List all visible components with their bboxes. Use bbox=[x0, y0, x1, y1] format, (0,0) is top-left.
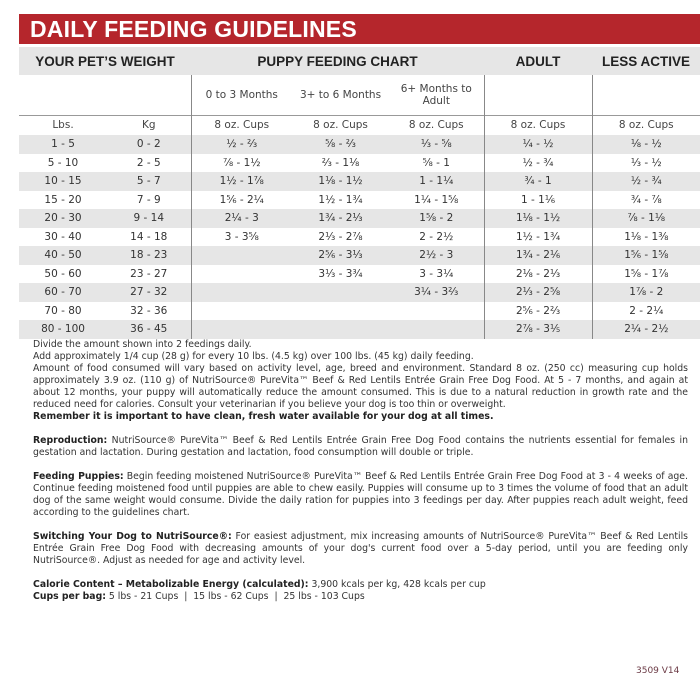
cell-p1: ½ - ⅔ bbox=[191, 135, 292, 154]
cell-lbs: 5 - 10 bbox=[47, 156, 79, 169]
cell-less: 2¼ - 2½ bbox=[592, 320, 700, 339]
page-title: DAILY FEEDING GUIDELINES bbox=[19, 14, 700, 44]
table-row bbox=[19, 135, 700, 154]
unit-kg: Kg bbox=[107, 115, 191, 135]
cell-adult: 2⅚ - 2⅔ bbox=[484, 302, 592, 321]
cell-lbs: 50 - 60 bbox=[44, 267, 82, 280]
cell-kg: 14 - 18 bbox=[130, 230, 168, 243]
cell-kg: 0 - 2 bbox=[107, 135, 191, 154]
cell-less: ⅛ - ½ bbox=[592, 135, 700, 154]
note-water: Remember it is important to have clean, fresh water available for your dog at all times. bbox=[33, 411, 494, 422]
table-row bbox=[19, 283, 700, 302]
cell-p3 bbox=[389, 302, 484, 321]
cell-p1: 3 - 3⅝ bbox=[191, 228, 292, 247]
cell-lbs: 80 - 100 bbox=[19, 320, 107, 339]
note-amount: Amount of food consumed will vary based on activity level, age, breed and environment. Standard 8 oz. (250 cc) measuring cup holds approximately 3.9 oz. (110 g) of NutriSource® PureVita™ Beef & Red Lentils Entrée Grain Free Dog Food. At 5 - 7 months, and again at about 12 months, your puppy will automatically reduce the amount consumed. This is due to a natural reduction in growth rate and the reduced need for calories. Consult your veterinarian if you believe your dog is too thin or overweight. bbox=[33, 363, 688, 410]
cell-adult: 1½ - 1¾ bbox=[484, 228, 592, 247]
cell-p3: ⅓ - ⅝ bbox=[389, 135, 484, 154]
cell-less: ½ - ¾ bbox=[592, 172, 700, 191]
cell-less: 2 - 2¼ bbox=[592, 302, 700, 321]
subheader-3-6-months: 3+ to 6 Months bbox=[299, 88, 382, 101]
cell-kg: 23 - 27 bbox=[130, 267, 168, 280]
cell-lbs: 70 - 80 bbox=[44, 304, 82, 317]
cell-adult: 2⅞ - 3⅕ bbox=[484, 320, 592, 339]
cell-p2: ⅝ - ⅔ bbox=[292, 135, 389, 154]
cell-p1 bbox=[191, 320, 292, 339]
table-units-row bbox=[19, 115, 700, 135]
cell-p2: 1½ - 1¾ bbox=[318, 193, 363, 206]
unit-cups: 8 oz. Cups bbox=[389, 115, 484, 135]
cell-less: 1⅛ - 1⅜ bbox=[592, 228, 700, 247]
cell-adult: ½ - ¾ bbox=[484, 154, 592, 173]
cell-kg: 7 - 9 bbox=[136, 193, 161, 206]
note-feeding-puppies: Feeding Puppies: Begin feeding moistened NutriSource® PureVita™ Beef & Red Lentils Entrée Grain Free Dog Food at 3 - 4 weeks of age. Continue feeding moistened food until puppies are able to chew easily. Puppies will consume up to 3 times the volume of food that an adult dog of the same weight would consume. Divide the daily ration for puppies into 3 feedings per day. After puppies reach adult weight, feed according to the guidelines chart. bbox=[33, 471, 688, 518]
subheader-6-adult: 6+ Months to Adult bbox=[400, 82, 472, 107]
cell-kg: 27 - 32 bbox=[107, 283, 191, 302]
table-row bbox=[19, 172, 700, 191]
cell-adult: 1⅛ - 1½ bbox=[484, 209, 592, 228]
cell-p3 bbox=[389, 320, 484, 339]
cell-less: 1⅝ - 1⅞ bbox=[592, 265, 700, 284]
cell-less: ⅓ - ½ bbox=[592, 154, 700, 173]
cell-p3: 2½ - 3 bbox=[389, 246, 484, 265]
cell-adult: ¼ - ½ bbox=[484, 135, 592, 154]
note-reproduction: Reproduction: NutriSource® PureVita™ Beef & Red Lentils Entrée Grain Free Dog Food contains the nutrients essential for females in gestation and lactation. During gestation and lactation, food consumption will double or triple. bbox=[33, 435, 688, 458]
cell-adult: 2⅛ - 2⅓ bbox=[484, 265, 592, 284]
feeding-table bbox=[19, 47, 700, 339]
cell-p3: ⅝ - 1 bbox=[422, 156, 450, 169]
cell-p2: 2⅓ - 2⅞ bbox=[318, 230, 363, 243]
table-row bbox=[19, 191, 700, 210]
cell-lbs: 30 - 40 bbox=[44, 230, 82, 243]
table-row bbox=[19, 228, 700, 247]
cell-p1 bbox=[191, 283, 292, 302]
table-row bbox=[19, 154, 700, 173]
subheader-0-3-months: 0 to 3 Months bbox=[191, 75, 292, 115]
cell-p2: ⅔ - 1⅛ bbox=[321, 156, 360, 169]
product-code: 3509 V14 bbox=[636, 666, 680, 676]
cell-p1 bbox=[191, 246, 292, 265]
cups-label: Cups per bag: bbox=[33, 591, 106, 602]
cell-lbs: 20 - 30 bbox=[19, 209, 107, 228]
cell-kg: 36 - 45 bbox=[107, 320, 191, 339]
cell-adult: 1 - 1⅙ bbox=[484, 191, 592, 210]
table-row bbox=[19, 265, 700, 284]
cell-p3: 1 - 1¼ bbox=[389, 172, 484, 191]
cell-p2: 1¾ - 2⅓ bbox=[292, 209, 389, 228]
table-subheader-row bbox=[19, 75, 700, 115]
cell-p2 bbox=[292, 302, 389, 321]
unit-cups: 8 oz. Cups bbox=[484, 115, 592, 135]
cell-p3: 3¼ - 3⅔ bbox=[389, 283, 484, 302]
cell-p3: 1⅝ - 2 bbox=[389, 209, 484, 228]
cell-less: 1⅞ - 2 bbox=[592, 283, 700, 302]
cell-lbs: 15 - 20 bbox=[44, 193, 82, 206]
cell-kg: 5 - 7 bbox=[107, 172, 191, 191]
cell-lbs: 10 - 15 bbox=[19, 172, 107, 191]
cell-p1 bbox=[191, 265, 292, 284]
cell-p2: 2⅚ - 3⅓ bbox=[292, 246, 389, 265]
cell-p3: 3 - 3¼ bbox=[419, 267, 454, 280]
unit-cups: 8 oz. Cups bbox=[592, 115, 700, 135]
header-less-active: LESS ACTIVE bbox=[592, 47, 700, 75]
cell-lbs: 1 - 5 bbox=[19, 135, 107, 154]
header-puppy: PUPPY FEEDING CHART bbox=[191, 47, 484, 75]
cell-p2 bbox=[292, 283, 389, 302]
table-row bbox=[19, 209, 700, 228]
cell-p3: 1¼ - 1⅝ bbox=[414, 193, 459, 206]
cell-kg: 18 - 23 bbox=[107, 246, 191, 265]
unit-cups: 8 oz. Cups bbox=[191, 115, 292, 135]
cell-less: ¾ - ⅞ bbox=[592, 191, 700, 210]
note-cups-per-bag: Cups per bag: 5 lbs - 21 Cups | 15 lbs - 62 Cups | 25 lbs - 103 Cups bbox=[33, 591, 365, 602]
header-weight: YOUR PET’S WEIGHT bbox=[19, 47, 191, 75]
cell-p1 bbox=[191, 302, 292, 321]
table-row bbox=[19, 302, 700, 321]
cell-p1: 1⅚ - 2¼ bbox=[191, 191, 292, 210]
cell-p3: 2 - 2½ bbox=[419, 230, 454, 243]
table-row bbox=[19, 320, 700, 339]
feeding-puppies-label: Feeding Puppies: bbox=[33, 471, 124, 482]
cell-kg: 9 - 14 bbox=[107, 209, 191, 228]
cell-adult: 2⅓ - 2⅝ bbox=[484, 283, 592, 302]
cell-lbs: 40 - 50 bbox=[19, 246, 107, 265]
note-add: Add approximately 1/4 cup (28 g) for every 10 lbs. (4.5 kg) over 100 lbs. (45 kg) daily feeding. bbox=[33, 351, 474, 362]
cell-p2 bbox=[292, 320, 389, 339]
cell-p1: 2¼ - 3 bbox=[191, 209, 292, 228]
unit-lbs: Lbs. bbox=[19, 115, 107, 135]
note-divide: Divide the amount shown into 2 feedings daily. bbox=[33, 339, 252, 350]
cell-kg: 2 - 5 bbox=[136, 156, 161, 169]
unit-cups: 8 oz. Cups bbox=[292, 115, 389, 135]
note-switching: Switching Your Dog to NutriSource®: For easiest adjustment, mix increasing amounts of NutriSource® PureVita™ Beef & Red Lentils Entrée Grain Free Dog Food with decreasing amounts of your dog's current food over a 5-day period, until you are feeding only NutriSource®. Adjust as needed for age and activity level. bbox=[33, 531, 688, 566]
cell-lbs: 60 - 70 bbox=[19, 283, 107, 302]
table-header-row bbox=[19, 47, 700, 75]
feeding-notes bbox=[33, 339, 688, 603]
cell-p1: 1½ - 1⅞ bbox=[191, 172, 292, 191]
reproduction-label: Reproduction: bbox=[33, 435, 108, 446]
table-row bbox=[19, 246, 700, 265]
calorie-label: Calorie Content – Metabolizable Energy (calculated): bbox=[33, 579, 309, 590]
cell-p2: 1⅛ - 1½ bbox=[292, 172, 389, 191]
header-adult: ADULT bbox=[484, 47, 592, 75]
cell-kg: 32 - 36 bbox=[130, 304, 168, 317]
cell-adult: ¾ - 1 bbox=[484, 172, 592, 191]
switching-label: Switching Your Dog to NutriSource®: bbox=[33, 531, 232, 542]
cell-less: 1⅚ - 1⅝ bbox=[592, 246, 700, 265]
note-calorie: Calorie Content – Metabolizable Energy (calculated): 3,900 kcals per kg, 428 kcals per cup bbox=[33, 579, 486, 590]
cell-p1: ⅞ - 1½ bbox=[191, 154, 292, 173]
cell-p2: 3⅓ - 3¾ bbox=[318, 267, 363, 280]
cell-less: ⅞ - 1⅛ bbox=[592, 209, 700, 228]
cell-adult: 1¾ - 2⅙ bbox=[484, 246, 592, 265]
